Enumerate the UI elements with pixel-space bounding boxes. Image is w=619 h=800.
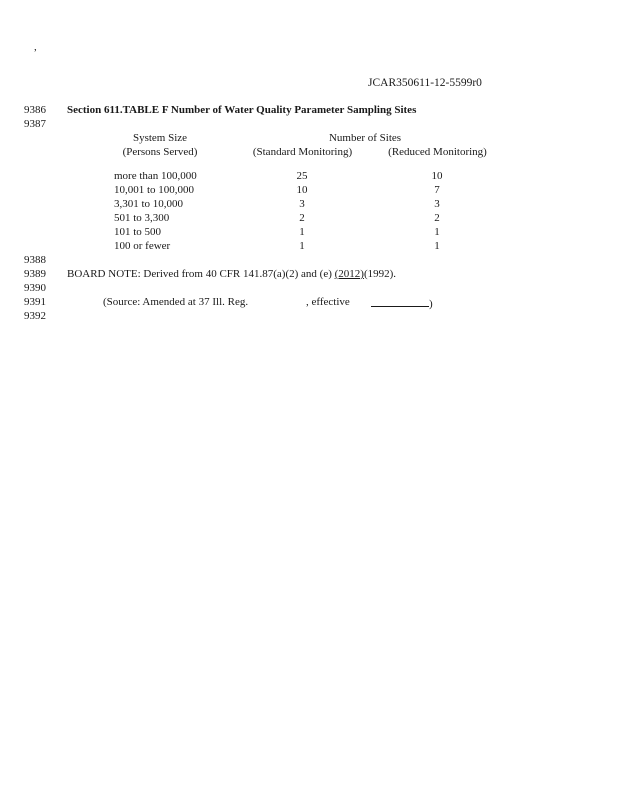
source-prefix: (Source: Amended at 37 Ill. Reg. <box>103 296 249 308</box>
source-effective-label: , effective <box>306 296 350 308</box>
cell-reduced: 1 <box>434 240 440 252</box>
source-close: ) <box>429 298 433 310</box>
header-persons-served: (Persons Served) <box>122 146 198 158</box>
section-title: Section 611.TABLE F Number of Water Quality Parameter Sampling Sites <box>67 104 417 116</box>
source-date-blank <box>371 296 433 310</box>
cell-standard: 10 <box>296 184 308 196</box>
cell-size: 10,001 to 100,000 <box>114 184 195 196</box>
board-note-text: BOARD NOTE: Derived from 40 CFR 141.87(a)(2) and (e) <box>67 268 335 280</box>
cell-size: 3,301 to 10,000 <box>114 198 184 210</box>
effective-date-blank <box>371 296 429 307</box>
line-number: 9386 <box>24 104 46 116</box>
header-reduced-monitoring: (Reduced Monitoring) <box>388 146 487 158</box>
cell-standard: 2 <box>299 212 305 224</box>
board-note-deleted-year: (1992) <box>363 268 394 280</box>
source-line <box>103 296 248 308</box>
line-number: 9390 <box>24 282 46 294</box>
board-note-inserted-year: (2012) <box>334 268 364 280</box>
header-number-of-sites: Number of Sites <box>328 132 402 144</box>
cell-standard: 1 <box>299 240 305 252</box>
line-number: 9389 <box>24 268 46 280</box>
cell-standard: 25 <box>296 170 308 182</box>
cell-reduced: 10 <box>431 170 443 182</box>
cell-reduced: 1 <box>434 226 440 238</box>
cell-size: 100 or fewer <box>114 240 171 252</box>
cell-standard: 3 <box>299 198 305 210</box>
line-number: 9391 <box>24 296 46 308</box>
header-system-size: System Size <box>132 132 188 144</box>
header-standard-monitoring: (Standard Monitoring) <box>252 146 353 158</box>
line-number: 9392 <box>24 310 46 322</box>
board-note-period: . <box>393 268 397 280</box>
cell-size: 501 to 3,300 <box>114 212 170 224</box>
document-id: JCAR350611-12-5599r0 <box>368 77 482 89</box>
page-mark: , <box>34 41 37 53</box>
source-effective <box>306 296 350 308</box>
board-note <box>67 268 396 280</box>
cell-reduced: 3 <box>434 198 440 210</box>
cell-reduced: 7 <box>434 184 440 196</box>
line-number: 9387 <box>24 118 46 130</box>
line-number: 9388 <box>24 254 46 266</box>
cell-size: more than 100,000 <box>114 170 197 182</box>
cell-reduced: 2 <box>434 212 440 224</box>
cell-size: 101 to 500 <box>114 226 162 238</box>
cell-standard: 1 <box>299 226 305 238</box>
